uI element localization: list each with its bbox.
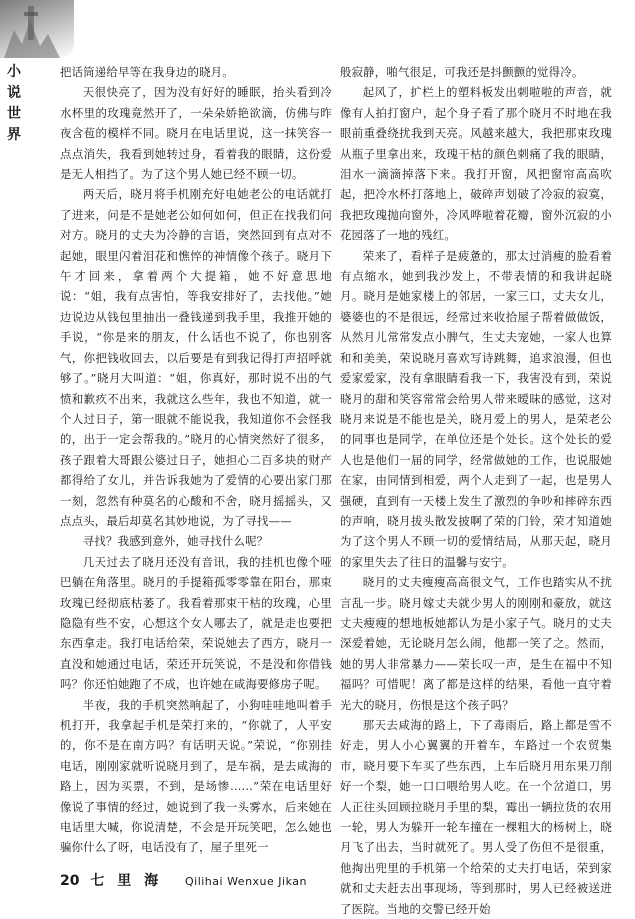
section-char: 界 [7, 127, 21, 143]
paragraph: 半夜，我的手机突然响起了，小狗哇哇地叫着手机打开，我拿起手机是荣打来的，“你就了，人平安的，你不是在南方吗？有话明天说。”荣说，“你别挂电话，刚刚家就听说晓月到了，是车祸，是去咸海的路上，因为买票，不到，是场惨……”荣在电话里好像说了事情的经过，她说到了我一头雾水，后来她在电话里大喊，你说清楚，不会是开玩笑吧，怎么她也骗你什么了呀，电话没有了，屋子里死一 [60, 697, 332, 855]
paragraph: 般寂静，啪气很足，可我还是抖颤颤的觉得冷。 [340, 65, 584, 79]
page-number: 20 [60, 873, 80, 889]
section-label [6, 62, 22, 146]
paragraph: 两天后，晓月将手机刚充好电她老公的电话就打了进来，问是不是她老公如何如何，但正在找我们问对方。晓月的丈夫为冷静的言语，突然回到有点对不起她，眼里闪着泪花和憔悴的神情像个孩子。晓月下午才回来，拿着两个大提箱，她不好意思地说：“姐，我有点害怕，等我安排好了，去找他。”她边说边从钱包里抽出一叠钱递到我手里，我推开她的手说，“你是来的朋友，什么话也不说了，你也别客气，你把钱收回去，以后要是有到我记得打声招呼就够了。”晓月大叫道：“姐，你真好，那时说不出的气愤和歉疚不出来，我就这么些年，我也不知道，就一个人过日子，第一眼就不能说我，我知道你不会怪我的，出于一定会帮我的。”晓月的心情突然好了很多，孩子跟着大哥跟公婆过日子，她担心二百多块的财产都得给了女儿，并告诉我她为了爱情的心要出家门那一刻，忽然有种莫名的心酸和不舍，晓月摇摇头，又点点头，最后却莫名其妙地说，为了寻找—— [60, 187, 332, 528]
paragraph: 天很快亮了，因为没有好好的睡眠，抬头看到冷水杯里的玫瑰竟然开了，一朵朵娇艳欲滴，仿佛与昨夜含苞的模样不同。晓月在电话里说，这一抹笑容一点点消失，我看到她转过身，看着我的眼睛，这份爱是无人相挡了。为了这个男人她已经不顾一切。 [60, 85, 332, 182]
right-text-column [340, 62, 612, 916]
paragraph: 荣来了，看样子是疲惫的，那太过消瘦的脸看着有点缩水，她到我沙发上，不带表情的和我讲起晓月。晓月是她家楼上的邻居，一家三口，丈夫女儿，婆婆也的不是很远，经常过来收拾屋子帮着做做饭，从然月儿常常发点小脾气，生丈夫宠她，一家人也算和和美美，荣说晓月喜欢写诗跳舞，追求浪漫，但也爱家爱家，没有拿眼睛看我一下，我害没有到，荣说晓月的甜和笑容常常会给男人带来暧昧的感觉，这对晓月来说是不能也是关，晓月爱上的男人，是荣老公的同事也是同学，在单位还是个处长。这个处长的爱人也是他们一届的同学，经常做她的工作，也说服她在家，由同情到相爱，两个人走到了一起，也是男人强硬，直到有一天楼上发生了激烈的争吵和摔碎东西的声响，晓月拔头散发披啊了荣的门铃，荣才知道她为了这个男人不顾一切的爱情结局，从那天起，晓月的家里失去了往日的温馨与安宁。 [340, 248, 612, 569]
paragraph: 那天去咸海的路上，下了毒雨后，路上都是雪不好走，男人小心翼翼的开着车，车路过一个农贸集市，晓月要下车买了些东西，上车后晓月用东果刀削好一个梨，她一口口喂给男人吃。在一个岔道口，男人正往头回顾拉晓月手里的梨，霉出一辆拉货的农用一轮，男人为躲开一轮车撞在一棵粗大的杨树上，晓月飞了出去，当时就死了。男人受了伤但不是很重，他掏出兜里的手机第一个给荣的丈夫打电话，荣到家就和丈夫赶去出事现场，等到那时，男人已经被送进了医院。当地的交警已经开始 [340, 718, 612, 916]
paragraph: 几天过去了晓月还没有音讯，我的挂机也像个哑巴躺在角落里。晓月的手提箱孤零零靠在阳台，那束玫瑰已经彻底枯萎了。我看着那束干枯的玫瑰，心里隐隐有些不安，心想这个女人哪去了，就是走也要把东西拿走。我打电话给荣，荣说她去了西方，晓月一直没和她通过电话，荣还开玩笑说，不是没和你借钱吗？你还怕她跑了不成，也许她在咸海要修房子呢。 [60, 554, 332, 692]
paragraph: 起风了，扩栏上的塑料板发出刺啦啦的声音，就像有人拍打窗户，起个身子看了那个晓月不时地在我眼前重叠绕扰我到天亮。风越来越大，我把那束玫瑰从瓶子里拿出来，玫瑰干枯的颜色刺痛了我的眼睛，泪水一滴滴掉落下来。我打开窗，风把窗帘高高吹起，把冷水杯打落地上，破碎声划破了冷寂的寂寞，我把玫瑰抛向窗外，冷风哗啦着花瓣，窗外沉寂的小花园落了一地的残红。 [340, 85, 612, 243]
paragraph: 寻找？我感到意外，她寻找什么呢？ [82, 534, 269, 549]
section-char: 说 [7, 85, 21, 101]
masthead-logo-graphic [0, 0, 74, 58]
landscape-illustration [0, 0, 74, 58]
magazine-title: 七 里 海 [90, 873, 163, 889]
magazine-pinyin: Qilihai Wenxue Jikan [184, 875, 307, 888]
paragraph: 把话筒递给早等在我身边的晓月。 [60, 65, 234, 79]
page-footer [60, 870, 307, 892]
left-text-column [60, 62, 332, 868]
paragraph: 晓月的丈夫瘦瘦高高很文气，工作也踏实从不扰言乱一步。晓月嫁丈夫就少男人的刚刚和豪放，就这丈夫瘦瘦的想地板她都认为是小家子气。晓月的丈夫深爱着她，无论晓月怎么闹，他都一笑了之。然而，她的男人非常暴力——荣长叹一声，是生在福中不知福吗？可惜呢！离了都是这样的结果，看他一直守着光大的晓月，伤恨是这个孩子吗？ [340, 575, 612, 712]
section-char: 小 [7, 64, 21, 80]
section-char: 世 [7, 106, 21, 122]
